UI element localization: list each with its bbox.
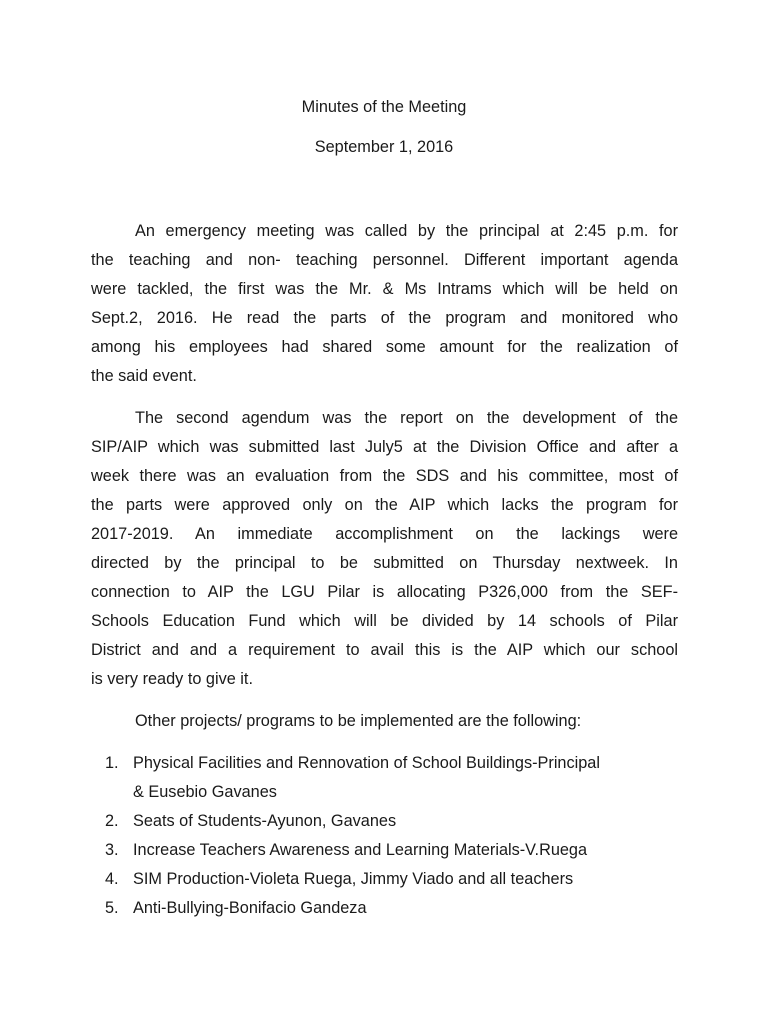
paragraph-line: the teaching and non- teaching personnel. Different important agenda — [91, 251, 678, 269]
document-date: September 1, 2016 — [314, 138, 454, 156]
list-intro — [91, 707, 678, 736]
paragraph-line: is very ready to give it. — [91, 670, 253, 688]
list-item-text: Seats of Students-Ayunon, Gavanes — [133, 812, 397, 830]
list-item-text: Anti-Bullying-Bonifacio Gandeza — [133, 899, 367, 917]
paragraph-1 — [91, 217, 678, 391]
paragraph-line: SIP/AIP which was submitted last July5 at the Division Office and after a — [91, 438, 678, 456]
paragraph-line: among his employees had shared some amount for the realization of — [91, 338, 678, 356]
paragraph-line: Schools Education Fund which will be divided by 14 schools of Pilar — [91, 612, 678, 630]
list-item-text: & Eusebio Gavanes — [133, 783, 277, 801]
paragraph-line: the said event. — [91, 367, 197, 385]
paragraph-line: Sept.2, 2016. He read the parts of the program and monitored who — [91, 309, 678, 327]
list-number: 1. — [105, 754, 119, 772]
list-number: 2. — [105, 812, 119, 830]
paragraph-line: the parts were approved only on the AIP which lacks the program for — [91, 496, 678, 514]
list-item — [105, 894, 680, 923]
list-item — [105, 836, 680, 865]
list-number: 3. — [105, 841, 119, 859]
paragraph-line: connection to AIP the LGU Pilar is allocating P326,000 from the SEF- — [91, 583, 678, 601]
paragraph-line: An emergency meeting was called by the principal at 2:45 p.m. for — [135, 222, 678, 240]
paragraph-line: District and and a requirement to avail this is the AIP which our school — [91, 641, 678, 659]
list-item — [105, 807, 680, 836]
paragraph-line: 2017-2019. An immediate accomplishment on the lackings were — [91, 525, 678, 543]
list-number: 4. — [105, 870, 119, 888]
paragraph-line: The second agendum was the report on the development of the — [135, 409, 678, 427]
list-item-text: Increase Teachers Awareness and Learning Materials-V.Ruega — [133, 841, 588, 859]
paragraph-line: were tackled, the first was the Mr. & Ms Intrams which will be held on — [91, 280, 678, 298]
list-number: 5. — [105, 899, 119, 917]
list-item-text: SIM Production-Violeta Ruega, Jimmy Viado and all teachers — [133, 870, 574, 888]
list-intro-text: Other projects/ programs to be implemented are the following: — [135, 712, 582, 730]
paragraph-2 — [91, 404, 678, 694]
paragraph-line: directed by the principal to be submitted on Thursday nextweek. In — [91, 554, 678, 572]
document-title: Minutes of the Meeting — [301, 98, 467, 116]
paragraph-line: week there was an evaluation from the SDS and his committee, most of — [91, 467, 678, 485]
list-item-text: Physical Facilities and Rennovation of School Buildings-Principal — [133, 754, 600, 772]
project-list — [105, 749, 680, 923]
list-item — [105, 865, 680, 894]
list-item — [105, 749, 680, 807]
